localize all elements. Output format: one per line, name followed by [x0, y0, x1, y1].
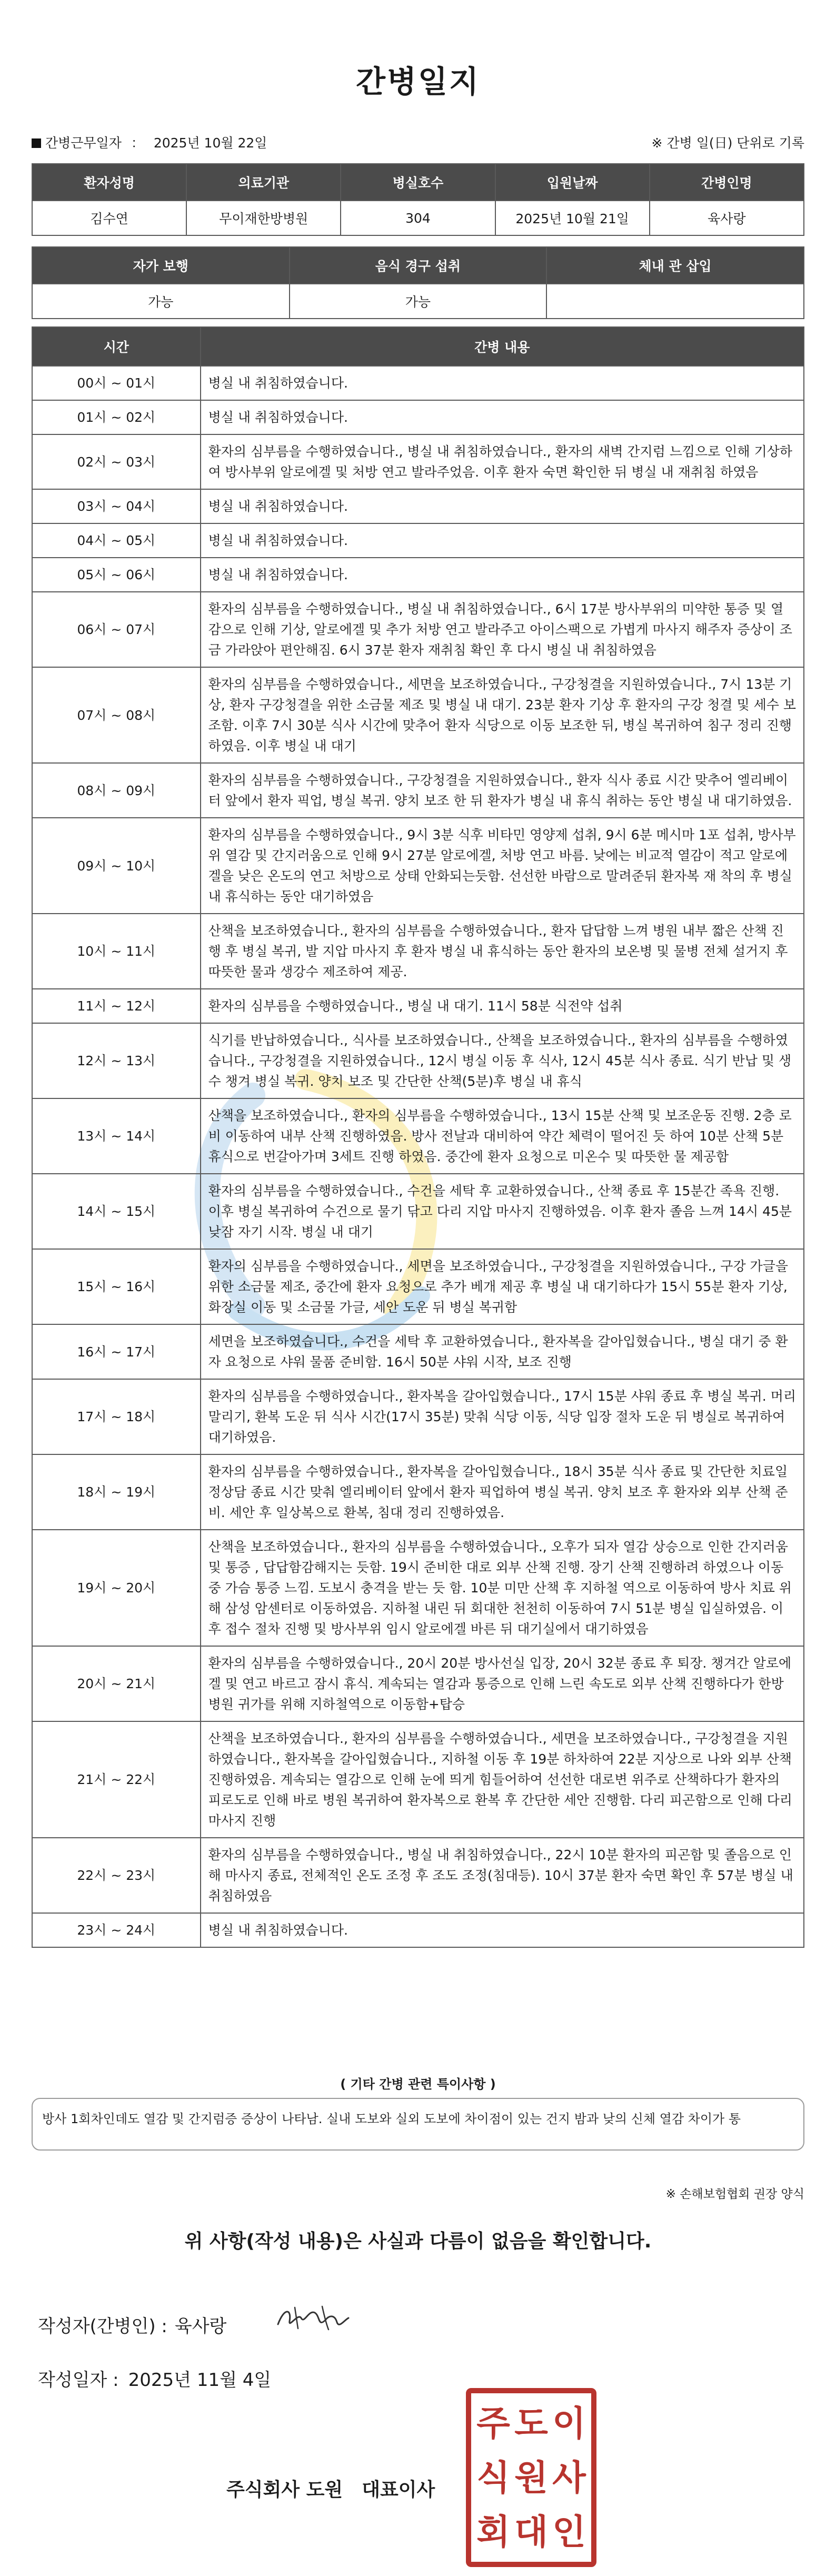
table-row [32, 1379, 804, 1454]
table-row [32, 434, 804, 489]
author-line [38, 2312, 226, 2337]
form-note: ※ 손해보험협회 권장 양식 [665, 2187, 804, 2201]
table-row [32, 592, 804, 667]
author-name: 육사랑 [174, 2316, 227, 2337]
room-number: 304 [341, 201, 495, 235]
seal-char: 사 [552, 2456, 586, 2498]
table-row [32, 763, 804, 818]
seal-char: 도 [514, 2403, 548, 2444]
time-slot: 15시 ~ 16시 [32, 1249, 201, 1324]
table-row [32, 489, 804, 523]
care-content: 식기를 반납하였습니다., 식사를 보조하였습니다., 산책을 보조하였습니다., 환자의 심부름을 수행하였습니다., 구강청결을 지원하였습니다., 12시 병실 이동 후 식사, 12시 45분 식사 종료. 식기 반납 및 생수 챙겨 병실 복귀. 양치 보조 및 간단한 산책(5분)후 병실 내 휴식 [201, 1023, 804, 1098]
time-slot: 08시 ~ 09시 [32, 763, 201, 818]
time-slot: 20시 ~ 21시 [32, 1646, 201, 1721]
seal-char: 원 [514, 2456, 548, 2498]
care-content: 환자의 심부름을 수행하였습니다., 병실 내 대기. 11시 58분 식전약 섭취 [201, 989, 804, 1023]
table-row [32, 1913, 804, 1947]
special-notes-box: 방사 1회차인데도 열감 및 간지럼증 증상이 나타남. 실내 도보와 실외 도보에 차이점이 있는 건지 밤과 낮의 신체 열감 차이가 통 [32, 2098, 804, 2151]
work-date-separator: ： [131, 135, 144, 151]
time-slot: 21시 ~ 22시 [32, 1721, 201, 1838]
care-content: 병실 내 취침하였습니다. [201, 558, 804, 592]
time-slot: 18시 ~ 19시 [32, 1454, 201, 1530]
time-slot: 17시 ~ 18시 [32, 1379, 201, 1454]
care-content: 환자의 심부름을 수행하였습니다., 환자복을 갈아입혔습니다., 18시 35분 식사 종료 및 간단한 치료일정상담 종료 시간 맞춰 엘리베이터 앞에서 환자 픽업하여 병실 복귀. 양치 보조 후 환자와 외부 산책 준비. 세안 후 일상복으로 환복, 침대 정리 진행하였음. [201, 1454, 804, 1530]
care-content: 병실 내 취침하였습니다. [201, 523, 804, 558]
patient-name: 김수연 [32, 201, 186, 235]
page-title: 간병일지 [355, 64, 481, 100]
patient-status-table [32, 246, 804, 319]
time-slot: 14시 ~ 15시 [32, 1174, 201, 1249]
care-content: 환자의 심부름을 수행하였습니다., 20시 20분 방사선실 입장, 20시 32분 종료 후 퇴장. 챙겨간 알로에겔 및 연고 바르고 잠시 휴식. 계속되는 열감과 통증으로 인해 느린 속도로 외부 산책 진행하다가 한방병원 귀가를 위해 지하철역으로 이동함+탑승 [201, 1646, 804, 1721]
time-slot: 11시 ~ 12시 [32, 989, 201, 1023]
seal-char: 대 [514, 2511, 548, 2552]
care-content: 산책을 보조하였습니다., 환자의 심부름을 수행하였습니다., 오후가 되자 열감 상승으로 인한 간지러움 및 통증 , 답답함감해지는 듯함. 19시 준비한 대로 외부 산책 진행. 장기 산책 진행하려 하였으나 이동중 가슴 통증 느낌. 도보시 충격을 받는 듯 함. 10분 미만 산책 후 지하철 역으로 이동하여 방사 치료 위해 삼성 암센터로 이동하였음. 지하철 내린 뒤 회대한 천천히 이동하여 7시 51분 병실 입실하였음. 이후 접수 절차 진행 및 방사부위 임시 알로에겔 바른 뒤 대기실에서 대기하였음 [201, 1530, 804, 1646]
header-self-walking: 자가 보행 [32, 247, 290, 284]
special-notes-title: ( 기타 간병 관련 특이사항 ) [340, 2077, 496, 2092]
header-admission-date: 입원날짜 [495, 164, 650, 201]
company-seal-stamp [466, 2388, 596, 2567]
square-bullet-icon [32, 138, 41, 148]
care-content: 병실 내 취침하였습니다. [201, 366, 804, 400]
header-tube-insertion: 체내 관 삽입 [546, 247, 804, 284]
care-content: 산책을 보조하였습니다., 환자의 심부름을 수행하였습니다., 13시 15분 산책 및 보조운동 진행. 2층 로비 이동하여 내부 산책 진행하였음. 방사 전날과 대비하여 약간 체력이 떨어진 듯 하여 10분 산책 5분 휴식으로 번갈아가며 3세트 진행 하였음. 중간에 환자 요청으로 미온수 및 따뜻한 물 제공함 [201, 1098, 804, 1174]
seal-char: 회 [476, 2511, 510, 2552]
time-slot: 23시 ~ 24시 [32, 1913, 201, 1947]
time-slot: 22시 ~ 23시 [32, 1838, 201, 1913]
work-date-label: 간병근무일자 [45, 135, 122, 151]
time-slot: 13시 ~ 14시 [32, 1098, 201, 1174]
care-content: 환자의 심부름을 수행하였습니다., 수건을 세탁 후 교환하였습니다., 산책 종료 후 15분간 족욕 진행. 이후 병실 복귀하여 수건으로 물기 닦고 다리 지압 마사지 진행하였음. 이후 환자 졸음 느껴 14시 45분 낮잠 자기 시작. 병실 내 대기 [201, 1174, 804, 1249]
care-content: 환자의 심부름을 수행하였습니다., 병실 내 취침하였습니다., 22시 10분 환자의 피곤함 및 졸음으로 인해 마사지 종료, 전체적인 온도 조정 후 조도 조정(침대등). 10시 37분 환자 숙면 확인 후 57분 병실 내 취침하였음 [201, 1838, 804, 1913]
time-slot: 06시 ~ 07시 [32, 592, 201, 667]
time-slot: 01시 ~ 02시 [32, 400, 201, 434]
seal-char: 인 [552, 2511, 586, 2552]
written-date-value: 2025년 11월 4일 [128, 2370, 272, 2391]
patient-info-value-row [32, 201, 804, 235]
care-content: 환자의 심부름을 수행하였습니다., 세면을 보조하였습니다., 구강청결을 지원하였습니다., 구강 가글을 위한 소금물 제조, 중간에 환자 요청으로 추가 베개 제공 후 병실 내 대기하다가 15시 55분 환자 기상, 화장실 이동 및 소금물 가글, 세안 도운 뒤 병실 복귀함 [201, 1249, 804, 1324]
table-row [32, 1454, 804, 1530]
care-log-table [32, 326, 804, 1948]
care-content: 환자의 심부름을 수행하였습니다., 병실 내 취침하였습니다., 환자의 새벽 간지럼 느낌으로 인해 기상하여 방사부위 알로에겔 및 처방 연고 발라주었음. 이후 환자 숙면 확인한 뒤 병실 내 재취침 하였음 [201, 434, 804, 489]
table-row [32, 989, 804, 1023]
table-row [32, 1098, 804, 1174]
table-row [32, 667, 804, 763]
status-value-row [32, 284, 804, 319]
table-row [32, 400, 804, 434]
table-row [32, 366, 804, 400]
admission-date: 2025년 10월 21일 [495, 201, 650, 235]
care-content: 세면을 보조하였습니다., 수건을 세탁 후 교환하였습니다., 환자복을 갈아입혔습니다., 병실 대기 중 환자 요청으로 샤워 물품 준비함. 16시 50분 샤워 시작, 보조 진행 [201, 1324, 804, 1379]
company-name: 주식회사 도원 [226, 2479, 343, 2501]
time-slot: 00시 ~ 01시 [32, 366, 201, 400]
time-slot: 12시 ~ 13시 [32, 1023, 201, 1098]
table-row [32, 1023, 804, 1098]
self-walking-value: 가능 [32, 284, 290, 319]
care-content: 병실 내 취침하였습니다. [201, 400, 804, 434]
meta-row [32, 133, 804, 154]
caregiver-name: 육사랑 [650, 201, 804, 235]
table-row [32, 1721, 804, 1838]
table-row [32, 1530, 804, 1646]
oral-intake-value: 가능 [290, 284, 547, 319]
work-date-value: 2025년 10월 22일 [153, 135, 267, 151]
written-date-label: 작성일자 : [38, 2370, 119, 2391]
time-slot: 09시 ~ 10시 [32, 818, 201, 914]
work-date [32, 133, 267, 152]
seal-characters [474, 2396, 588, 2559]
seal-char: 이 [552, 2403, 586, 2444]
table-row [32, 1646, 804, 1721]
header-caregiver-name: 간병인명 [650, 164, 804, 201]
header-time: 시간 [32, 327, 201, 366]
written-date-line [38, 2365, 271, 2391]
table-row [32, 1249, 804, 1324]
care-content: 환자의 심부름을 수행하였습니다., 세면을 보조하였습니다., 구강청결을 지원하였습니다., 7시 13분 기상, 환자 구강청결을 위한 소금물 제조 및 병실 내 대기. 23분 환자 기상 후 환자의 구강 청결 및 세수 보조함. 이후 7시 30분 식사 시간에 맞추어 환자 식당으로 이동 보조한 뒤, 병실 복귀하여 침구 정리 진행하였음. 이후 병실 내 대기 [201, 667, 804, 763]
table-row [32, 1174, 804, 1249]
hospital-name: 무이재한방병원 [186, 201, 341, 235]
time-slot: 03시 ~ 04시 [32, 489, 201, 523]
time-slot: 04시 ~ 05시 [32, 523, 201, 558]
care-content: 산책을 보조하였습니다., 환자의 심부름을 수행하였습니다., 세면을 보조하였습니다., 구강청결을 지원하였습니다., 환자복을 갈아입혔습니다., 지하철 이동 후 19분 하차하여 22분 지상으로 나와 외부 산책 진행하였음. 계속되는 열감으로 인해 눈에 띄게 힘들어하여 선선한 대로변 위주로 산책하다가 환자의 피로도로 인해 바로 병원 복귀하여 환자복으로 환복 후 간단한 세안 진행함. 다리 피곤함으로 인해 다리 마사지 진행 [201, 1721, 804, 1838]
seal-char: 식 [476, 2456, 510, 2498]
care-content: 환자의 심부름을 수행하였습니다., 병실 내 취침하였습니다., 6시 17분 방사부위의 미약한 통증 및 열감으로 인해 기상, 알로에겔 및 추가 처방 연고 발라주고 아이스팩으로 가볍게 마사지 해주자 증상이 조금 가라앉아 편안해짐. 6시 37분 환자 재취침 확인 후 다시 병실 내 취침하였음 [201, 592, 804, 667]
table-row [32, 818, 804, 914]
patient-info-table [32, 163, 804, 236]
time-slot: 19시 ~ 20시 [32, 1530, 201, 1646]
care-content: 병실 내 취침하였습니다. [201, 1913, 804, 1947]
table-row [32, 558, 804, 592]
patient-info-header-row [32, 164, 804, 201]
header-patient-name: 환자성명 [32, 164, 186, 201]
time-slot: 02시 ~ 03시 [32, 434, 201, 489]
care-content: 병실 내 취침하였습니다. [201, 489, 804, 523]
care-log-header-row [32, 327, 804, 366]
header-hospital: 의료기관 [186, 164, 341, 201]
table-row [32, 914, 804, 989]
time-slot: 07시 ~ 08시 [32, 667, 201, 763]
tube-insertion-value [546, 284, 804, 319]
care-content: 산책을 보조하였습니다., 환자의 심부름을 수행하였습니다., 환자 답답함 느껴 병원 내부 짧은 산책 진행 후 병실 복귀, 발 지압 마사지 후 환자 병실 내 휴식하는 동안 환자의 보온병 및 물병 전체 설거지 후 따뜻한 물과 생강수 제조하여 제공. [201, 914, 804, 989]
table-row [32, 1838, 804, 1913]
time-slot: 10시 ~ 11시 [32, 914, 201, 989]
seal-char: 주 [476, 2403, 510, 2444]
confirmation-statement: 위 사항(작성 내용)은 사실과 다름이 없음을 확인합니다. [184, 2231, 652, 2252]
header-room-number: 병실호수 [341, 164, 495, 201]
author-label: 작성자(간병인) : [38, 2316, 167, 2337]
care-content: 환자의 심부름을 수행하였습니다., 환자복을 갈아입혔습니다., 17시 15분 샤워 종료 후 병실 복귀. 머리 말리기, 환복 도운 뒤 식사 시간(17시 35분) 맞춰 식당 이동, 식당 입장 절차 도운 뒤 병실로 복귀하여 대기하였음. [201, 1379, 804, 1454]
table-row [32, 523, 804, 558]
header-oral-intake: 음식 경구 섭취 [290, 247, 547, 284]
status-header-row [32, 247, 804, 284]
unit-note: ※ 간병 일(日) 단위로 기록 [651, 135, 804, 151]
signature [274, 2297, 353, 2339]
care-content: 환자의 심부름을 수행하였습니다., 9시 3분 식후 비타민 영양제 섭취, 9시 6분 메시마 1포 섭취, 방사부위 열감 및 간지러움으로 인해 9시 27분 알로에겔, 처방 연고 바름. 낮에는 비교적 열감이 적고 알로에겔을 낮은 온도의 연고 처방으로 상태 안화되는듯함. 선선한 바람으로 말려준뒤 환자복 재 착의 후 병실 내 휴식하는 동안 대기하였음 [201, 818, 804, 914]
company-line [226, 2475, 435, 2502]
company-role: 대표이사 [362, 2479, 435, 2501]
table-row [32, 1324, 804, 1379]
time-slot: 16시 ~ 17시 [32, 1324, 201, 1379]
time-slot: 05시 ~ 06시 [32, 558, 201, 592]
care-content: 환자의 심부름을 수행하였습니다., 구강청결을 지원하였습니다., 환자 식사 종료 시간 맞추어 엘리베이터 앞에서 환자 픽업, 병실 복귀. 양치 보조 한 뒤 환자가 병실 내 휴식 취하는 동안 병실 내 대기하였음. [201, 763, 804, 818]
header-care-content: 간병 내용 [201, 327, 804, 366]
